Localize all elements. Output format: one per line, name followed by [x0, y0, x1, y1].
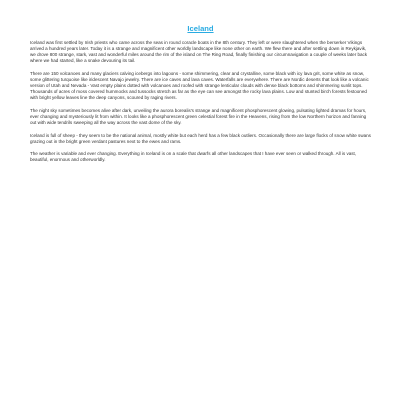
page-title: Iceland	[187, 24, 214, 33]
paragraph-weather: The weather is variable and ever changing. Everything in Iceland is on a scale that dwarfs all other landscapes that I have ever seen or walked through. All is vast, beautiful, enormous and otherworldly.	[30, 151, 357, 163]
paragraph-settlement: Iceland was first settled by Irish priests who came across the seas in round coracle boats in the 8th century. They left or were slaughtered when the berserker Vikings arrived a hundred years later. Today it is a strange and magnificent other worldly landscape like none other on earth. We flew there and after settling down in Reykjavik, we drove 800 strange, stark, vast and wonderful miles around the rim of the island on The Ring Road, finally finishing our circumnavigation a couple of weeks later back where we had started, like a snake devouring its tail.	[30, 40, 368, 64]
paragraph-volcanoes: There are 150 volcanoes and many glaciers calving icebergs into lagoons - some shimmering, clear and crystalline, some black with icy lava grit, some white as snow, some glittering turquoise like iridescent Navajo jewelry. There are ice caves and lava caves. Waterfalls are everywhere. There are Nordic deserts that look like a volcanic version of Utah and Nevada - Vast empty plains dotted with volcanoes and roofed with strange lenticular clouds with dense black bottoms and shimmering sunlit tops. Thousands of acres of moss covered hummocks and tussocks stretch as far as the eye can see amongst the rocky lava plains. Low and stunted birch forests festooned with bright yellow leaves line the deep canyons, scoured by raging rivers.	[30, 70, 369, 101]
paragraph-aurora: The night sky sometimes becomes alive after dark, unveiling the aurora borealis's strange and magnificent phosphorescent glowing, pulsating lighted dramas for hours, ever changing and mysteriously lit from within. It looks like a phosphorescent green celestial forest fire in the Heavens, rising from the low Northern horizon and fanning out with wide tendrils sweeping all the way across the vast dome of the sky.	[30, 107, 367, 126]
paragraph-sheep: Iceland is full of sheep - they seem to be the national animal, mostly white but each herd has a few black outliers. Occasionally there are large flocks of snow white swans grazing out in the bright green verdant pastures next to the ewes and rams.	[30, 132, 371, 144]
document-page	[30, 24, 371, 170]
